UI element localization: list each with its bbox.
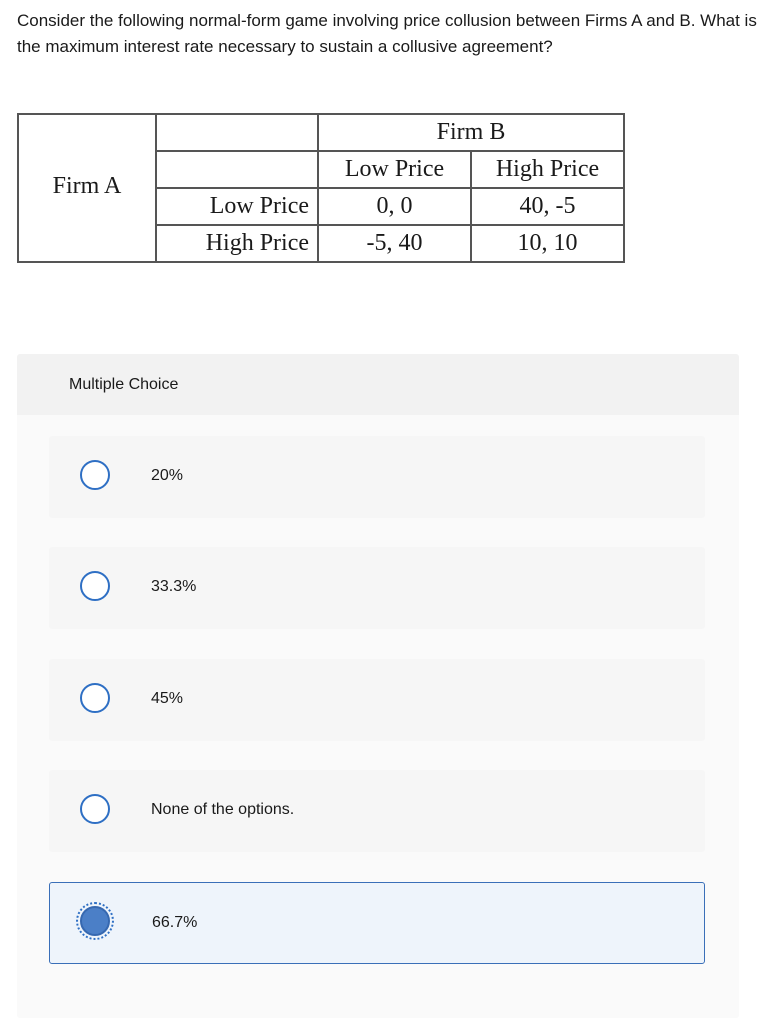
row-strategy-low: Low Price (156, 188, 318, 225)
radio-button[interactable] (80, 460, 110, 490)
radio-button[interactable] (80, 683, 110, 713)
multiple-choice-header (17, 354, 739, 415)
multiple-choice-panel (17, 354, 739, 1018)
option-20-percent[interactable] (49, 436, 705, 518)
radio-button-selected[interactable] (80, 906, 110, 936)
payoff-high-high: 10, 10 (471, 225, 624, 262)
radio-button[interactable] (80, 794, 110, 824)
row-player-label: Firm A (18, 114, 156, 262)
option-label: None of the options. (151, 801, 295, 818)
option-66-7-percent[interactable] (49, 882, 705, 964)
option-33-3-percent[interactable] (49, 547, 705, 629)
row-strategy-high: High Price (156, 225, 318, 262)
option-label: 45% (151, 690, 184, 707)
col-strategy-high: High Price (471, 151, 624, 188)
radio-button[interactable] (80, 571, 110, 601)
option-label: 33.3% (151, 578, 197, 595)
question-text: Consider the following normal-form game involving price collusion between Firms A and B. What is the maximum interest rate necessary to sustain a collusive agreement? (17, 11, 757, 56)
corner-cell (156, 114, 318, 151)
multiple-choice-title: Multiple Choice (69, 376, 179, 393)
payoff-low-low: 0, 0 (318, 188, 471, 225)
option-45-percent[interactable] (49, 659, 705, 741)
option-none-of-the-options[interactable] (49, 770, 705, 852)
payoff-matrix (17, 113, 625, 263)
corner-cell-2 (156, 151, 318, 188)
payoff-high-low: -5, 40 (318, 225, 471, 262)
col-strategy-low: Low Price (318, 151, 471, 188)
option-label: 66.7% (152, 914, 198, 931)
option-label: 20% (151, 467, 184, 484)
col-player-label: Firm B (318, 114, 624, 151)
payoff-low-high: 40, -5 (471, 188, 624, 225)
